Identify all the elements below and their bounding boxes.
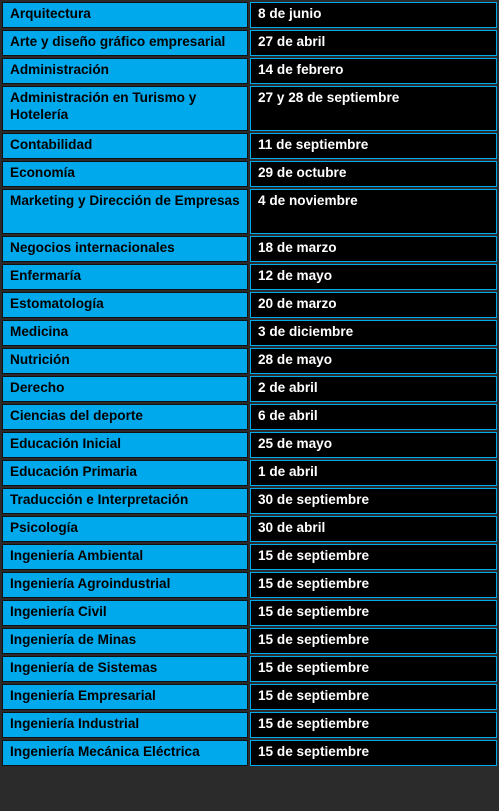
date-cell: 15 de septiembre bbox=[250, 628, 497, 654]
table-row bbox=[2, 2, 497, 28]
date-cell: 30 de abril bbox=[250, 516, 497, 542]
table-row bbox=[2, 684, 497, 710]
career-cell: Ciencias del deporte bbox=[2, 404, 248, 430]
date-cell: 15 de septiembre bbox=[250, 684, 497, 710]
career-cell: Negocios internacionales bbox=[2, 236, 248, 262]
career-cell: Ingeniería de Sistemas bbox=[2, 656, 248, 682]
table-row bbox=[2, 58, 497, 84]
date-cell: 30 de septiembre bbox=[250, 488, 497, 514]
table-row bbox=[2, 236, 497, 262]
date-cell: 11 de septiembre bbox=[250, 133, 497, 159]
table-row bbox=[2, 264, 497, 290]
table-row bbox=[2, 86, 497, 131]
table-row bbox=[2, 432, 497, 458]
date-cell: 15 de septiembre bbox=[250, 656, 497, 682]
table-row bbox=[2, 161, 497, 187]
date-cell: 12 de mayo bbox=[250, 264, 497, 290]
table-row bbox=[2, 488, 497, 514]
date-cell: 18 de marzo bbox=[250, 236, 497, 262]
date-cell: 8 de junio bbox=[250, 2, 497, 28]
table-row bbox=[2, 320, 497, 346]
table-row bbox=[2, 376, 497, 402]
career-cell: Psicología bbox=[2, 516, 248, 542]
career-cell: Administración en Turismo y Hotelería bbox=[2, 86, 248, 131]
table-row bbox=[2, 740, 497, 766]
table-row bbox=[2, 348, 497, 374]
career-cell: Educación Primaria bbox=[2, 460, 248, 486]
career-cell: Nutrición bbox=[2, 348, 248, 374]
career-cell: Arte y diseño gráfico empresarial bbox=[2, 30, 248, 56]
career-cell: Economía bbox=[2, 161, 248, 187]
career-cell: Ingeniería Empresarial bbox=[2, 684, 248, 710]
date-cell: 25 de mayo bbox=[250, 432, 497, 458]
career-cell: Enfermaría bbox=[2, 264, 248, 290]
table-body bbox=[2, 2, 497, 766]
career-cell: Marketing y Dirección de Empresas bbox=[2, 189, 248, 234]
career-cell: Ingeniería Industrial bbox=[2, 712, 248, 738]
table-row bbox=[2, 460, 497, 486]
career-cell: Ingeniería Agroindustrial bbox=[2, 572, 248, 598]
table-row bbox=[2, 628, 497, 654]
table-row bbox=[2, 656, 497, 682]
career-cell: Ingeniería de Minas bbox=[2, 628, 248, 654]
date-cell: 29 de octubre bbox=[250, 161, 497, 187]
table-row bbox=[2, 292, 497, 318]
table-row bbox=[2, 712, 497, 738]
date-cell: 15 de septiembre bbox=[250, 740, 497, 766]
date-cell: 15 de septiembre bbox=[250, 600, 497, 626]
date-cell: 28 de mayo bbox=[250, 348, 497, 374]
date-cell: 27 y 28 de septiembre bbox=[250, 86, 497, 131]
career-cell: Ingeniería Ambiental bbox=[2, 544, 248, 570]
table-row bbox=[2, 133, 497, 159]
career-cell: Derecho bbox=[2, 376, 248, 402]
career-cell: Contabilidad bbox=[2, 133, 248, 159]
table-row bbox=[2, 516, 497, 542]
table-row bbox=[2, 600, 497, 626]
career-cell: Ingeniería Mecánica Eléctrica bbox=[2, 740, 248, 766]
table-row bbox=[2, 404, 497, 430]
career-cell: Administración bbox=[2, 58, 248, 84]
table-row bbox=[2, 30, 497, 56]
date-cell: 6 de abril bbox=[250, 404, 497, 430]
date-cell: 15 de septiembre bbox=[250, 572, 497, 598]
date-cell: 4 de noviembre bbox=[250, 189, 497, 234]
table-row bbox=[2, 572, 497, 598]
table-row bbox=[2, 544, 497, 570]
career-cell: Educación Inicial bbox=[2, 432, 248, 458]
career-cell: Ingeniería Civil bbox=[2, 600, 248, 626]
table-row bbox=[2, 189, 497, 234]
date-cell: 15 de septiembre bbox=[250, 544, 497, 570]
date-cell: 2 de abril bbox=[250, 376, 497, 402]
career-cell: Medicina bbox=[2, 320, 248, 346]
career-cell: Traducción e Interpretación bbox=[2, 488, 248, 514]
date-cell: 1 de abril bbox=[250, 460, 497, 486]
date-cell: 3 de diciembre bbox=[250, 320, 497, 346]
career-cell: Arquitectura bbox=[2, 2, 248, 28]
career-cell: Estomatología bbox=[2, 292, 248, 318]
date-cell: 15 de septiembre bbox=[250, 712, 497, 738]
date-cell: 14 de febrero bbox=[250, 58, 497, 84]
date-cell: 27 de abril bbox=[250, 30, 497, 56]
date-cell: 20 de marzo bbox=[250, 292, 497, 318]
